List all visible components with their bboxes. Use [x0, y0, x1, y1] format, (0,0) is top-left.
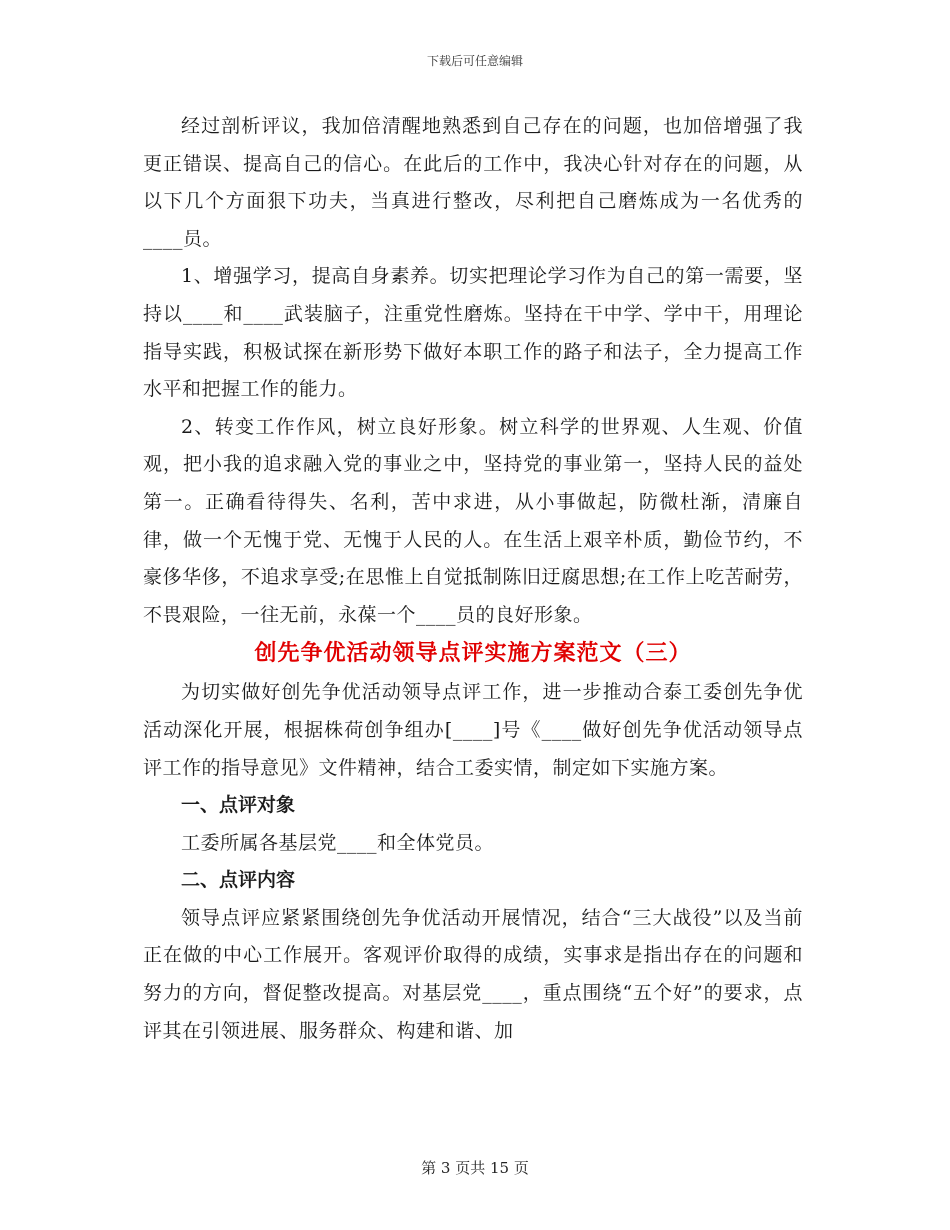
page-footer: 第 3 页共 15 页 — [421, 1159, 529, 1177]
paragraph-review-content: 领导点评应紧紧围绕创先争优活动开展情况，结合“三大战役”以及当前正在做的中心工作展开。客观评价取得的成绩，实事求是指出存在的问题和努力的方向，督促整改提高。对基层党____，重点围绕“五个好”的要求，点评其在引领进展、服务群众、构建和谐、加 — [143, 906, 803, 1042]
section-title: 创先争优活动领导点评实施方案范文（三） — [254, 641, 692, 667]
heading-review-target: 一、点评对象 — [181, 794, 296, 817]
paragraph-intro: 为切实做好创先争优活动领导点评工作，进一步推动合泰工委创先争优活动深化开展，根据株荷创争组办[____]号《____做好创先争优活动领导点评工作的指导意见》文件精神，结合工委实情，制定如下实施方案。 — [143, 681, 803, 779]
paragraph-self-reflection: 经过剖析评议，我加倍清醒地熟悉到自己存在的问题，也加倍增强了我更正错误、提高自己的信心。在此后的工作中，我决心针对存在的问题，从以下几个方面狠下功夫，当真进行整改，尽利把自己磨炼成为一名优秀的____员。 — [143, 115, 803, 250]
paragraph-strengthen-study: 1、增强学习，提高自身素养。切实把理论学习作为自己的第一需要，坚持以____和____武装脑子，注重党性磨炼。坚持在干中学、学中干，用理论指导实践，积极试探在新形势下做好本职工作的路子和法子，全力提高工作水平和把握工作的能力。 — [143, 265, 803, 401]
paragraph-change-work-style: 2、转变工作作风，树立良好形象。树立科学的世界观、人生观、价值观，把小我的追求融入党的事业之中，坚持党的事业第一，坚持人民的益处第一。正确看待得失、名利，苦中求进，从小事做起，防微杜渐，清廉自律，做一个无愧于党、无愧于人民的人。在生活上艰辛朴质，勤俭节约，不豪侈华侈，不追求享受;在思惟上自觉抵制陈旧迂腐思想;在工作上吃苦耐劳，不畏艰险，一往无前，永葆一个____员的良好形象。 — [143, 415, 803, 626]
document-body — [143, 108, 803, 1050]
paragraph-review-target: 工委所属各基层党____和全体党员。 — [181, 831, 495, 854]
heading-review-content: 二、点评内容 — [181, 869, 296, 892]
page-header: 下载后可任意编辑 — [426, 54, 523, 68]
